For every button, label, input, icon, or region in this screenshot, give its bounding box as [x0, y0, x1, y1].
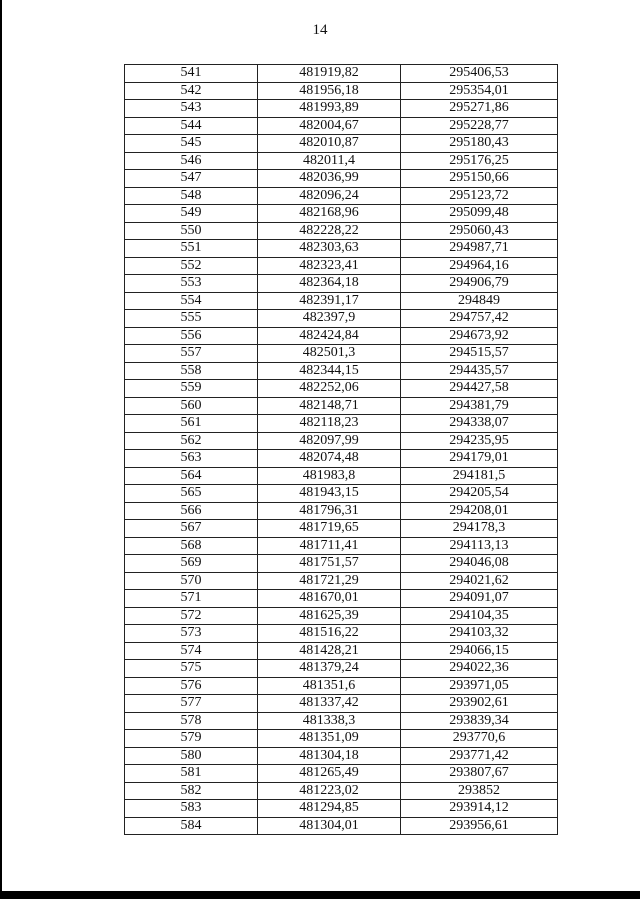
- x-coordinate-cell: 481796,31: [258, 502, 401, 520]
- table-row: [125, 187, 558, 205]
- x-coordinate-cell: 481711,41: [258, 537, 401, 555]
- x-coordinate-cell: 481719,65: [258, 520, 401, 538]
- y-coordinate-cell: 293852: [401, 782, 558, 800]
- table-row: [125, 292, 558, 310]
- table-row: [125, 222, 558, 240]
- x-coordinate-cell: 482364,18: [258, 275, 401, 293]
- y-coordinate-cell: 294181,5: [401, 467, 558, 485]
- table-row: [125, 450, 558, 468]
- y-coordinate-cell: 294104,35: [401, 607, 558, 625]
- point-number-cell: 571: [125, 590, 258, 608]
- table-row: [125, 782, 558, 800]
- y-coordinate-cell: 293771,42: [401, 747, 558, 765]
- x-coordinate-cell: 481516,22: [258, 625, 401, 643]
- y-coordinate-cell: 294964,16: [401, 257, 558, 275]
- table-row: [125, 590, 558, 608]
- point-number-cell: 554: [125, 292, 258, 310]
- table-row: [125, 380, 558, 398]
- x-coordinate-cell: 482168,96: [258, 205, 401, 223]
- point-number-cell: 544: [125, 117, 258, 135]
- x-coordinate-cell: 481751,57: [258, 555, 401, 573]
- y-coordinate-cell: 293971,05: [401, 677, 558, 695]
- y-coordinate-cell: 295060,43: [401, 222, 558, 240]
- table-row: [125, 362, 558, 380]
- table-row: [125, 607, 558, 625]
- x-coordinate-cell: 481983,8: [258, 467, 401, 485]
- point-number-cell: 583: [125, 800, 258, 818]
- x-coordinate-cell: 481428,21: [258, 642, 401, 660]
- y-coordinate-cell: 295406,53: [401, 65, 558, 83]
- table-row: [125, 82, 558, 100]
- x-coordinate-cell: 481294,85: [258, 800, 401, 818]
- y-coordinate-cell: 294435,57: [401, 362, 558, 380]
- x-coordinate-cell: 482074,48: [258, 450, 401, 468]
- x-coordinate-cell: 481338,3: [258, 712, 401, 730]
- point-number-cell: 575: [125, 660, 258, 678]
- y-coordinate-cell: 294205,54: [401, 485, 558, 503]
- point-number-cell: 562: [125, 432, 258, 450]
- table-row: [125, 695, 558, 713]
- y-coordinate-cell: 293956,61: [401, 817, 558, 835]
- x-coordinate-cell: 481351,6: [258, 677, 401, 695]
- table-row: [125, 415, 558, 433]
- table-row: [125, 747, 558, 765]
- y-coordinate-cell: 294235,95: [401, 432, 558, 450]
- point-number-cell: 574: [125, 642, 258, 660]
- table-row: [125, 800, 558, 818]
- point-number-cell: 573: [125, 625, 258, 643]
- x-coordinate-cell: 481223,02: [258, 782, 401, 800]
- point-number-cell: 543: [125, 100, 258, 118]
- page-number: 14: [312, 22, 328, 38]
- point-number-cell: 548: [125, 187, 258, 205]
- x-coordinate-cell: 481625,39: [258, 607, 401, 625]
- table-row: [125, 65, 558, 83]
- x-coordinate-cell: 481919,82: [258, 65, 401, 83]
- table-row: [125, 205, 558, 223]
- x-coordinate-cell: 481265,49: [258, 765, 401, 783]
- point-number-cell: 567: [125, 520, 258, 538]
- point-number-cell: 576: [125, 677, 258, 695]
- x-coordinate-cell: 481379,24: [258, 660, 401, 678]
- y-coordinate-cell: 295176,25: [401, 152, 558, 170]
- table-row: [125, 520, 558, 538]
- table-row: [125, 712, 558, 730]
- table-row: [125, 432, 558, 450]
- y-coordinate-cell: 294515,57: [401, 345, 558, 363]
- x-coordinate-cell: 481337,42: [258, 695, 401, 713]
- x-coordinate-cell: 482097,99: [258, 432, 401, 450]
- point-number-cell: 581: [125, 765, 258, 783]
- y-coordinate-cell: 294021,62: [401, 572, 558, 590]
- point-number-cell: 550: [125, 222, 258, 240]
- table-row: [125, 817, 558, 835]
- y-coordinate-cell: 294906,79: [401, 275, 558, 293]
- y-coordinate-cell: 294046,08: [401, 555, 558, 573]
- y-coordinate-cell: 295354,01: [401, 82, 558, 100]
- y-coordinate-cell: 294849: [401, 292, 558, 310]
- table-row: [125, 275, 558, 293]
- table-row: [125, 257, 558, 275]
- table-row: [125, 555, 558, 573]
- point-number-cell: 584: [125, 817, 258, 835]
- point-number-cell: 564: [125, 467, 258, 485]
- table-row: [125, 467, 558, 485]
- x-coordinate-cell: 482011,4: [258, 152, 401, 170]
- table-row: [125, 502, 558, 520]
- x-coordinate-cell: 482391,17: [258, 292, 401, 310]
- table-row: [125, 345, 558, 363]
- x-coordinate-cell: 481943,15: [258, 485, 401, 503]
- table-row: [125, 660, 558, 678]
- y-coordinate-cell: 294113,13: [401, 537, 558, 555]
- x-coordinate-cell: 481351,09: [258, 730, 401, 748]
- y-coordinate-cell: 295271,86: [401, 100, 558, 118]
- point-number-cell: 577: [125, 695, 258, 713]
- x-coordinate-cell: 482323,41: [258, 257, 401, 275]
- x-coordinate-cell: 482344,15: [258, 362, 401, 380]
- y-coordinate-cell: 293807,67: [401, 765, 558, 783]
- table-row: [125, 397, 558, 415]
- table-row: [125, 135, 558, 153]
- table-row: [125, 485, 558, 503]
- y-coordinate-cell: 295099,48: [401, 205, 558, 223]
- y-coordinate-cell: 295228,77: [401, 117, 558, 135]
- point-number-cell: 555: [125, 310, 258, 328]
- x-coordinate-cell: 482010,87: [258, 135, 401, 153]
- y-coordinate-cell: 294338,07: [401, 415, 558, 433]
- table-row: [125, 642, 558, 660]
- x-coordinate-cell: 482228,22: [258, 222, 401, 240]
- x-coordinate-cell: 482501,3: [258, 345, 401, 363]
- table-row: [125, 730, 558, 748]
- point-number-cell: 561: [125, 415, 258, 433]
- x-coordinate-cell: 481304,01: [258, 817, 401, 835]
- y-coordinate-cell: 295123,72: [401, 187, 558, 205]
- x-coordinate-cell: 482096,24: [258, 187, 401, 205]
- y-coordinate-cell: 293914,12: [401, 800, 558, 818]
- point-number-cell: 578: [125, 712, 258, 730]
- x-coordinate-cell: 482424,84: [258, 327, 401, 345]
- x-coordinate-cell: 481304,18: [258, 747, 401, 765]
- y-coordinate-cell: 293839,34: [401, 712, 558, 730]
- y-coordinate-cell: 294091,07: [401, 590, 558, 608]
- table-row: [125, 327, 558, 345]
- x-coordinate-cell: 482148,71: [258, 397, 401, 415]
- table-row: [125, 170, 558, 188]
- y-coordinate-cell: 294673,92: [401, 327, 558, 345]
- y-coordinate-cell: 293770,6: [401, 730, 558, 748]
- x-coordinate-cell: 481993,89: [258, 100, 401, 118]
- y-coordinate-cell: 294178,3: [401, 520, 558, 538]
- y-coordinate-cell: 293902,61: [401, 695, 558, 713]
- point-number-cell: 552: [125, 257, 258, 275]
- x-coordinate-cell: 481721,29: [258, 572, 401, 590]
- y-coordinate-cell: 295180,43: [401, 135, 558, 153]
- x-coordinate-cell: 482004,67: [258, 117, 401, 135]
- point-number-cell: 568: [125, 537, 258, 555]
- point-number-cell: 580: [125, 747, 258, 765]
- table-row: [125, 625, 558, 643]
- table-row: [125, 240, 558, 258]
- table-row: [125, 310, 558, 328]
- scan-bottom-edge: [0, 891, 640, 899]
- point-number-cell: 556: [125, 327, 258, 345]
- x-coordinate-cell: 482397,9: [258, 310, 401, 328]
- point-number-cell: 569: [125, 555, 258, 573]
- point-number-cell: 541: [125, 65, 258, 83]
- scan-left-edge: [0, 0, 2, 899]
- x-coordinate-cell: 482036,99: [258, 170, 401, 188]
- point-number-cell: 553: [125, 275, 258, 293]
- y-coordinate-cell: 294381,79: [401, 397, 558, 415]
- coordinates-table: [124, 64, 558, 835]
- point-number-cell: 542: [125, 82, 258, 100]
- point-number-cell: 549: [125, 205, 258, 223]
- point-number-cell: 551: [125, 240, 258, 258]
- point-number-cell: 560: [125, 397, 258, 415]
- y-coordinate-cell: 294179,01: [401, 450, 558, 468]
- coordinates-table-body: [125, 65, 558, 835]
- x-coordinate-cell: 482252,06: [258, 380, 401, 398]
- point-number-cell: 559: [125, 380, 258, 398]
- table-row: [125, 100, 558, 118]
- point-number-cell: 558: [125, 362, 258, 380]
- y-coordinate-cell: 294757,42: [401, 310, 558, 328]
- point-number-cell: 546: [125, 152, 258, 170]
- table-row: [125, 117, 558, 135]
- table-row: [125, 152, 558, 170]
- y-coordinate-cell: 294103,32: [401, 625, 558, 643]
- y-coordinate-cell: 294022,36: [401, 660, 558, 678]
- x-coordinate-cell: 482303,63: [258, 240, 401, 258]
- point-number-cell: 557: [125, 345, 258, 363]
- point-number-cell: 565: [125, 485, 258, 503]
- point-number-cell: 570: [125, 572, 258, 590]
- y-coordinate-cell: 294427,58: [401, 380, 558, 398]
- x-coordinate-cell: 481670,01: [258, 590, 401, 608]
- x-coordinate-cell: 481956,18: [258, 82, 401, 100]
- point-number-cell: 579: [125, 730, 258, 748]
- point-number-cell: 582: [125, 782, 258, 800]
- table-row: [125, 537, 558, 555]
- y-coordinate-cell: 294208,01: [401, 502, 558, 520]
- point-number-cell: 566: [125, 502, 258, 520]
- point-number-cell: 547: [125, 170, 258, 188]
- table-row: [125, 572, 558, 590]
- y-coordinate-cell: 295150,66: [401, 170, 558, 188]
- x-coordinate-cell: 482118,23: [258, 415, 401, 433]
- y-coordinate-cell: 294987,71: [401, 240, 558, 258]
- y-coordinate-cell: 294066,15: [401, 642, 558, 660]
- table-row: [125, 765, 558, 783]
- table-row: [125, 677, 558, 695]
- point-number-cell: 572: [125, 607, 258, 625]
- point-number-cell: 563: [125, 450, 258, 468]
- point-number-cell: 545: [125, 135, 258, 153]
